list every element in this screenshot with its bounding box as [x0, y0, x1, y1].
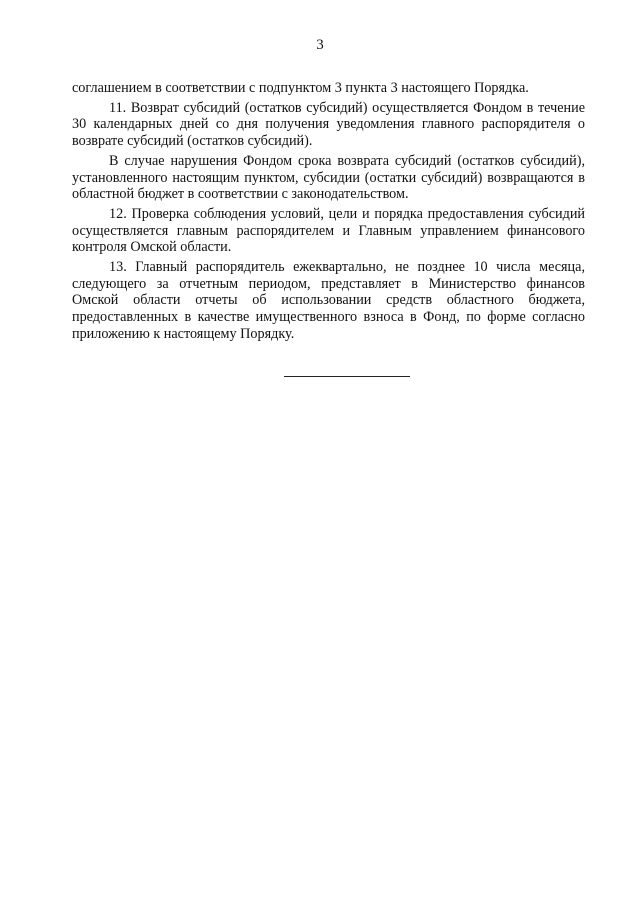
end-separator-line [284, 376, 410, 377]
page-number: 3 [316, 37, 324, 53]
paragraph-continuation: соглашением в соответствии с подпунктом 3 пункта 3 настоящего Порядка. [72, 80, 529, 96]
document-body [72, 80, 585, 345]
paragraph-item-11-violation: В случае нарушения Фондом срока возврата субсидий (остатков субсидий), установленного настоящим пунктом, субсидии (остатки субсидий) возвращаются в областной бюджет в соответствии с законодательством. [72, 152, 585, 203]
paragraph-item-12: 12. Проверка соблюдения условий, цели и порядка предоставления субсидий осуществляется главным распорядителем и Главным управлением финансового контроля Омской области. [72, 206, 585, 256]
paragraph-item-13: 13. Главный распорядитель ежеквартально, не позднее 10 числа месяца, следующего за отчетным периодом, представляет в Министерство финансов Омской области отчеты об использовании средств областного бюджета, предоставленных в качестве имущественного взноса в Фонд, по форме согласно приложению к настоящему Порядку. [72, 259, 585, 342]
paragraph-item-11: 11. Возврат субсидий (остатков субсидий) осуществляется Фондом в течение 30 календарных дней со дня получения уведомления главного распорядителя о возврате субсидий (остатков субсидий). [72, 99, 585, 150]
